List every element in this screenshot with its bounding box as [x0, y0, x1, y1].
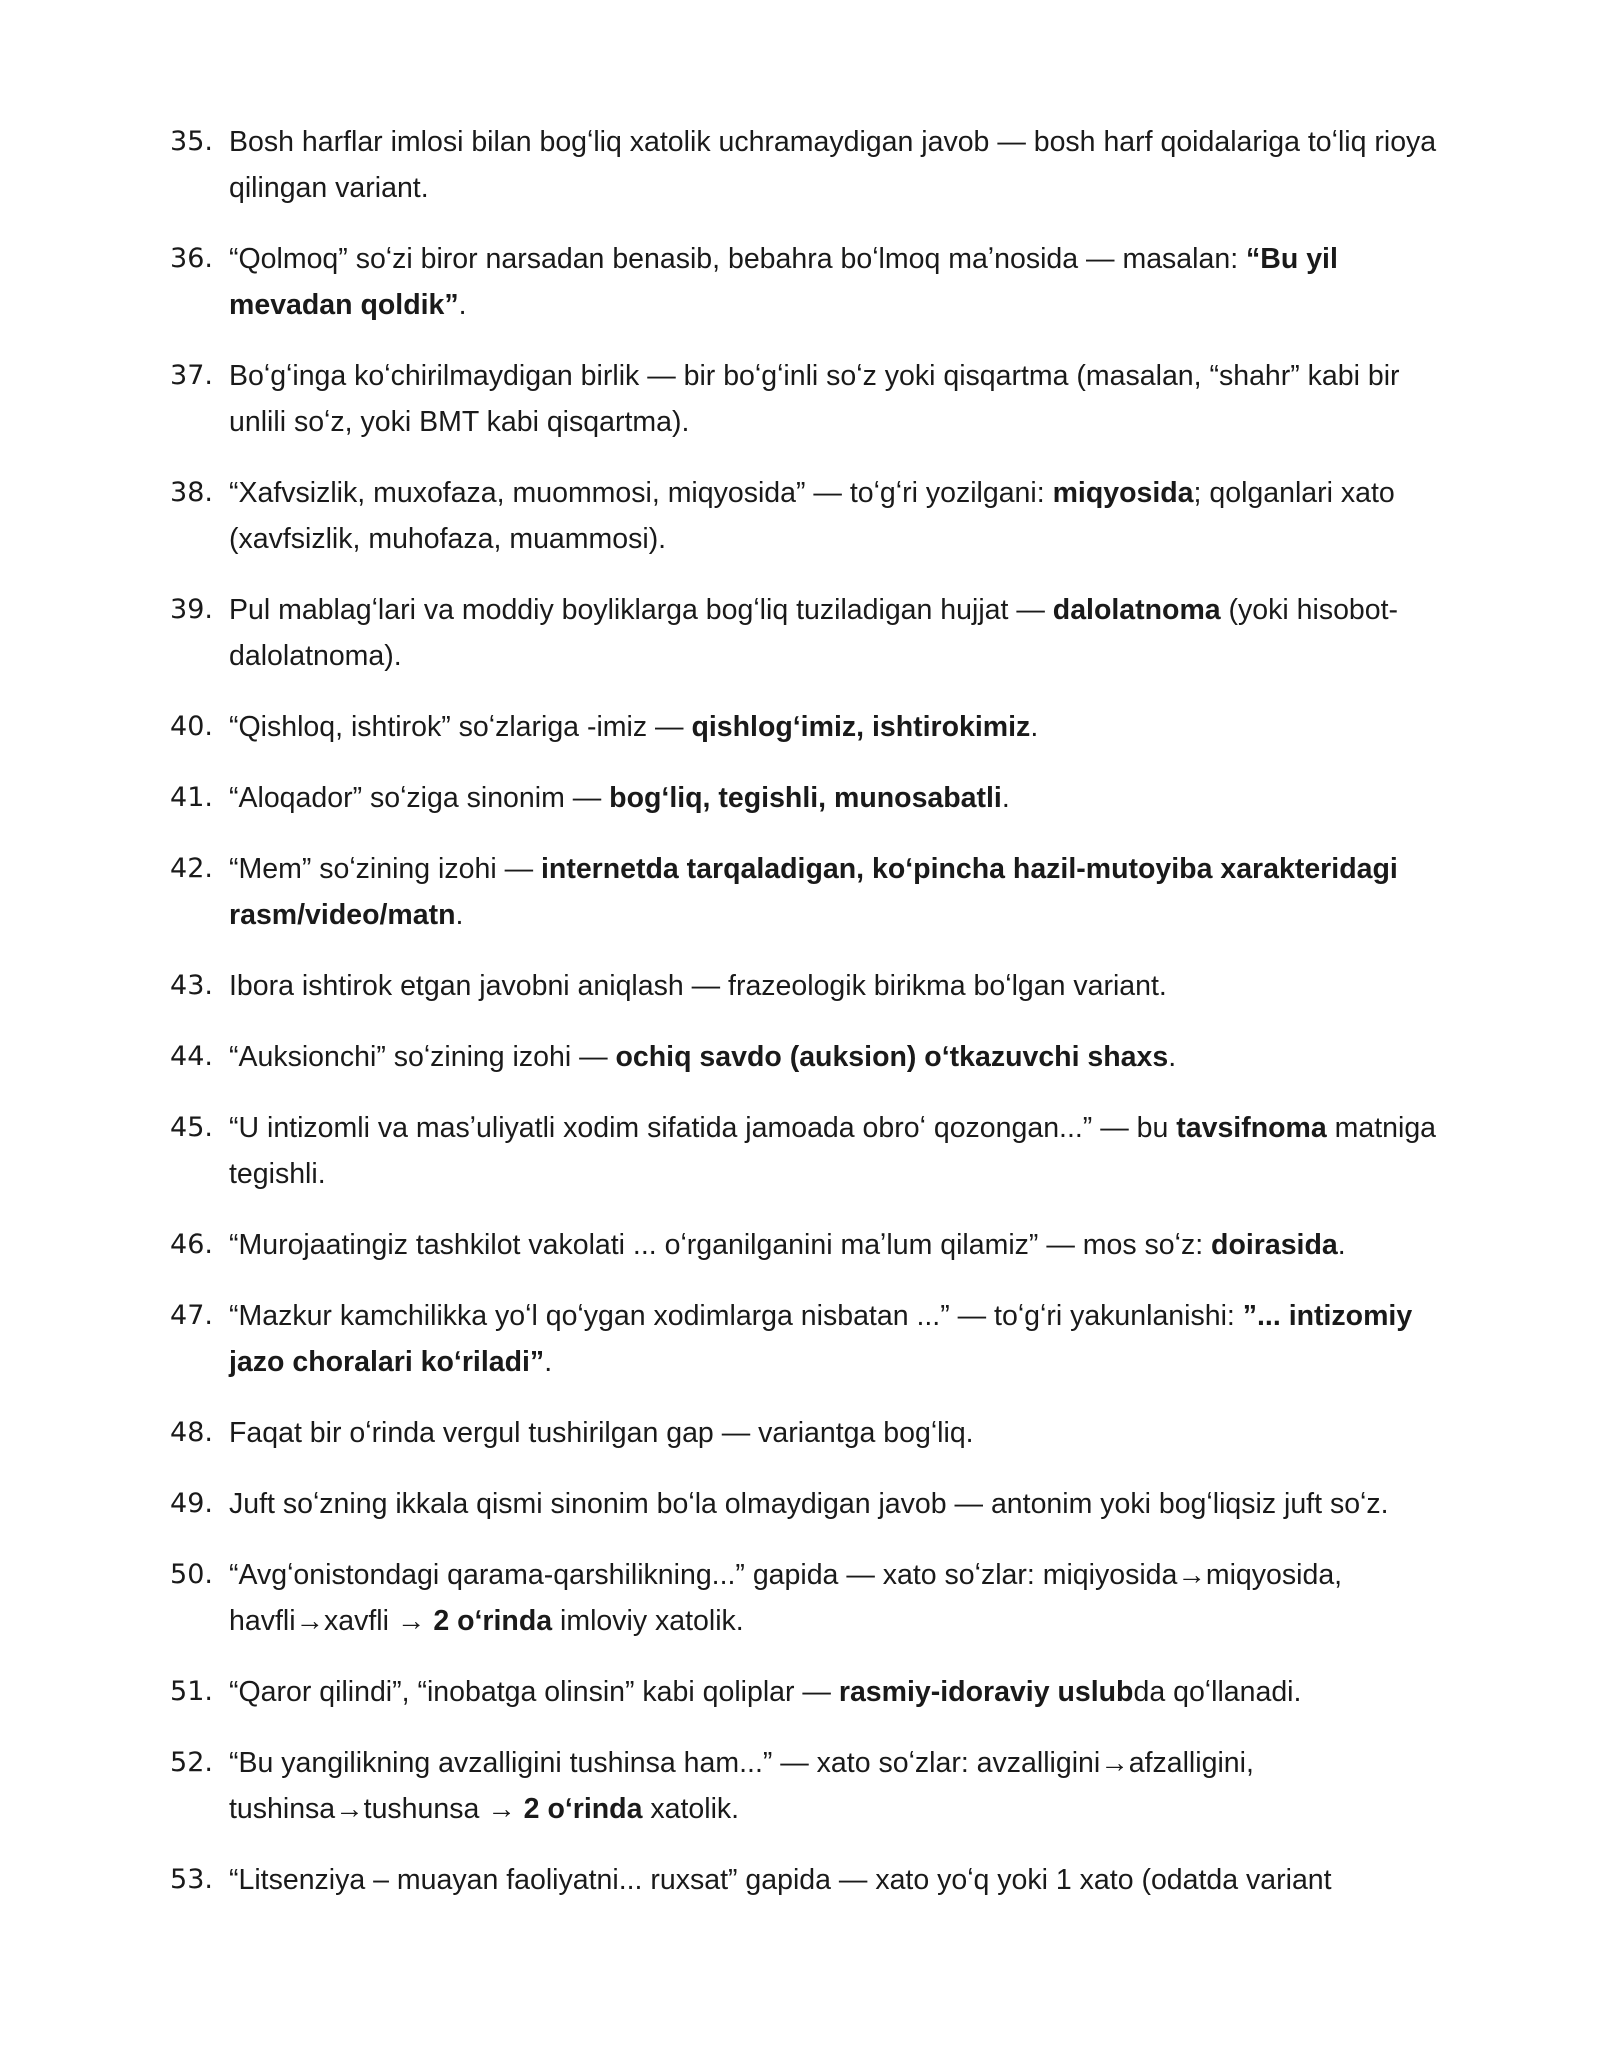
- text-segment: “Qaror qilindi”, “inobatga olinsin” kabi qoliplar —: [229, 1676, 839, 1708]
- bold-answer: 2 oʻrinda: [433, 1605, 553, 1637]
- bold-answer: ”... intizomiy jazo choralari koʻriladi”: [229, 1300, 1413, 1378]
- bold-answer: qishlogʻimiz, ishtirokimiz: [691, 711, 1031, 743]
- item-number: 38.: [170, 477, 213, 508]
- item-number: 42.: [170, 853, 213, 884]
- item-text: [229, 1488, 1389, 1520]
- item-number: 45.: [170, 1112, 213, 1143]
- list-item: [165, 119, 1440, 211]
- item-text: [229, 1229, 1346, 1261]
- item-number: 40.: [170, 711, 213, 742]
- text-segment: “Murojaatingiz tashkilot vakolati ... oʻrganilganini maʼlum qilamiz” — mos soʻz:: [229, 1229, 1212, 1261]
- text-segment: Faqat bir oʻrinda vergul tushirilgan gap — variantga bogʻliq.: [229, 1417, 974, 1449]
- item-text: [229, 1417, 974, 1449]
- text-segment: matniga tegishli.: [229, 1112, 1437, 1190]
- item-number: 46.: [170, 1229, 213, 1260]
- list-item: [165, 470, 1440, 562]
- item-text: [229, 360, 1400, 438]
- text-segment: ; qolganlari xato (xavfsizlik, muhofaza, muammosi).: [229, 477, 1395, 555]
- list-item: [165, 1481, 1440, 1527]
- list-item: [165, 963, 1440, 1009]
- numbered-list: [165, 119, 1440, 1928]
- list-item: [165, 1222, 1440, 1268]
- list-item: [165, 1740, 1440, 1832]
- text-segment: “Qishloq, ishtirok” soʻzlariga -imiz —: [229, 711, 692, 743]
- text-segment: .: [1168, 1041, 1177, 1073]
- list-item: [165, 1552, 1440, 1644]
- list-item: [165, 353, 1440, 445]
- item-text: [229, 477, 1395, 555]
- text-segment: “Mazkur kamchilikka yoʻl qoʻygan xodimlarga nisbatan ...” — toʻgʻri yakunlanishi:: [229, 1300, 1243, 1332]
- item-number: 49.: [170, 1488, 213, 1519]
- item-number: 41.: [170, 782, 213, 813]
- text-segment: xatolik.: [642, 1793, 740, 1825]
- bold-answer: internetda tarqaladigan, koʻpincha hazil-mutoyiba xarakteridagi rasm/video/matn: [229, 853, 1398, 931]
- item-number: 48.: [170, 1417, 213, 1448]
- item-number: 47.: [170, 1300, 213, 1331]
- text-segment: .: [1030, 711, 1039, 743]
- bold-answer: 2 oʻrinda: [523, 1793, 643, 1825]
- bold-answer: rasmiy-idoraviy uslub: [838, 1676, 1134, 1708]
- item-text: [229, 970, 1167, 1002]
- item-text: [229, 782, 1010, 814]
- list-item: [165, 1105, 1440, 1197]
- item-number: 51.: [170, 1676, 213, 1707]
- text-segment: “Litsenziya – muayan faoliyatni... ruxsat” gapida — xato yoʻq yoki 1 xato (odatda variant: [229, 1864, 1332, 1896]
- item-text: [229, 1559, 1342, 1637]
- text-segment: Bosh harflar imlosi bilan bogʻliq xatolik uchramaydigan javob — bosh harf qoidalariga toʻliq rioya qilingan variant.: [229, 126, 1437, 204]
- item-number: 53.: [170, 1864, 213, 1895]
- list-item: [165, 236, 1440, 328]
- text-segment: Juft soʻzning ikkala qismi sinonim boʻla olmaydigan javob — antonim yoki bogʻliqsiz juft soʻz.: [229, 1488, 1389, 1520]
- text-segment: .: [458, 289, 467, 321]
- item-text: [229, 126, 1436, 204]
- text-segment: “Xafvsizlik, muxofaza, muommosi, miqyosida” — toʻgʻri yozilgani:: [229, 477, 1053, 509]
- item-text: [229, 1112, 1436, 1190]
- bold-answer: tavsifnoma: [1176, 1112, 1327, 1144]
- list-item: [165, 775, 1440, 821]
- text-segment: “Avgʻonistondagi qarama-qarshilikning...” gapida — xato soʻzlar: miqiyosida→miqyosida, havfli→xavfli →: [229, 1559, 1343, 1637]
- bold-answer: bogʻliq, tegishli, munosabatli: [609, 782, 1002, 814]
- text-segment: imloviy xatolik.: [552, 1605, 744, 1637]
- item-number: 36.: [170, 243, 213, 274]
- item-number: 37.: [170, 360, 213, 391]
- text-segment: Boʻgʻinga koʻchirilmaydigan birlik — bir boʻgʻinli soʻz yoki qisqartma (masalan, “shahr” kabi bir unlili soʻz, yoki BMT kabi qisqartma).: [229, 360, 1400, 438]
- list-item: [165, 1669, 1440, 1715]
- item-number: 50.: [170, 1559, 213, 1590]
- item-number: 52.: [170, 1747, 213, 1778]
- item-text: [229, 1676, 1301, 1708]
- list-item: [165, 1293, 1440, 1385]
- bold-answer: doirasida: [1211, 1229, 1338, 1261]
- item-text: [229, 711, 1038, 743]
- bold-answer: “Bu yil mevadan qoldik”: [229, 243, 1338, 321]
- item-text: [229, 594, 1398, 672]
- item-number: 43.: [170, 970, 213, 1001]
- text-segment: “Aloqador” soʻziga sinonim —: [229, 782, 610, 814]
- list-item: [165, 704, 1440, 750]
- item-number: 39.: [170, 594, 213, 625]
- item-text: [229, 853, 1398, 931]
- text-segment: Ibora ishtirok etgan javobni aniqlash — frazeologik birikma boʻlgan variant.: [229, 970, 1167, 1002]
- text-segment: .: [544, 1346, 553, 1378]
- text-segment: “Bu yangilikning avzalligini tushinsa ham...” — xato soʻzlar: avzalligini→afzalligini, tushinsa→tushunsa →: [229, 1747, 1254, 1825]
- item-text: [229, 1041, 1176, 1073]
- list-item: [165, 846, 1440, 938]
- item-number: 35.: [170, 126, 213, 157]
- text-segment: .: [455, 899, 464, 931]
- text-segment: da qoʻllanadi.: [1133, 1676, 1302, 1708]
- list-item: [165, 1410, 1440, 1456]
- bold-answer: dalolatnoma: [1052, 594, 1221, 626]
- text-segment: “Mem” soʻzining izohi —: [229, 853, 541, 885]
- list-item: [165, 1034, 1440, 1080]
- item-number: 44.: [170, 1041, 213, 1072]
- bold-answer: miqyosida: [1052, 477, 1194, 509]
- text-segment: .: [1001, 782, 1010, 814]
- list-item: [165, 587, 1440, 679]
- text-segment: “Auksionchi” soʻzining izohi —: [229, 1041, 616, 1073]
- list-item: [165, 1857, 1440, 1903]
- item-text: [229, 1300, 1412, 1378]
- text-segment: “U intizomli va masʼuliyatli xodim sifatida jamoada obroʻ qozongan...” — bu: [229, 1112, 1177, 1144]
- text-segment: Pul mablagʻlari va moddiy boyliklarga bogʻliq tuziladigan hujjat —: [229, 594, 1053, 626]
- item-text: [229, 1747, 1254, 1825]
- text-segment: .: [1337, 1229, 1346, 1261]
- bold-answer: ochiq savdo (auksion) oʻtkazuvchi shaxs: [615, 1041, 1169, 1073]
- text-segment: (yoki hisobot-dalolatnoma).: [229, 594, 1399, 672]
- item-text: [229, 243, 1338, 321]
- text-segment: “Qolmoq” soʻzi biror narsadan benasib, bebahra boʻlmoq maʼnosida — masalan:: [229, 243, 1247, 275]
- item-text: [229, 1864, 1332, 1896]
